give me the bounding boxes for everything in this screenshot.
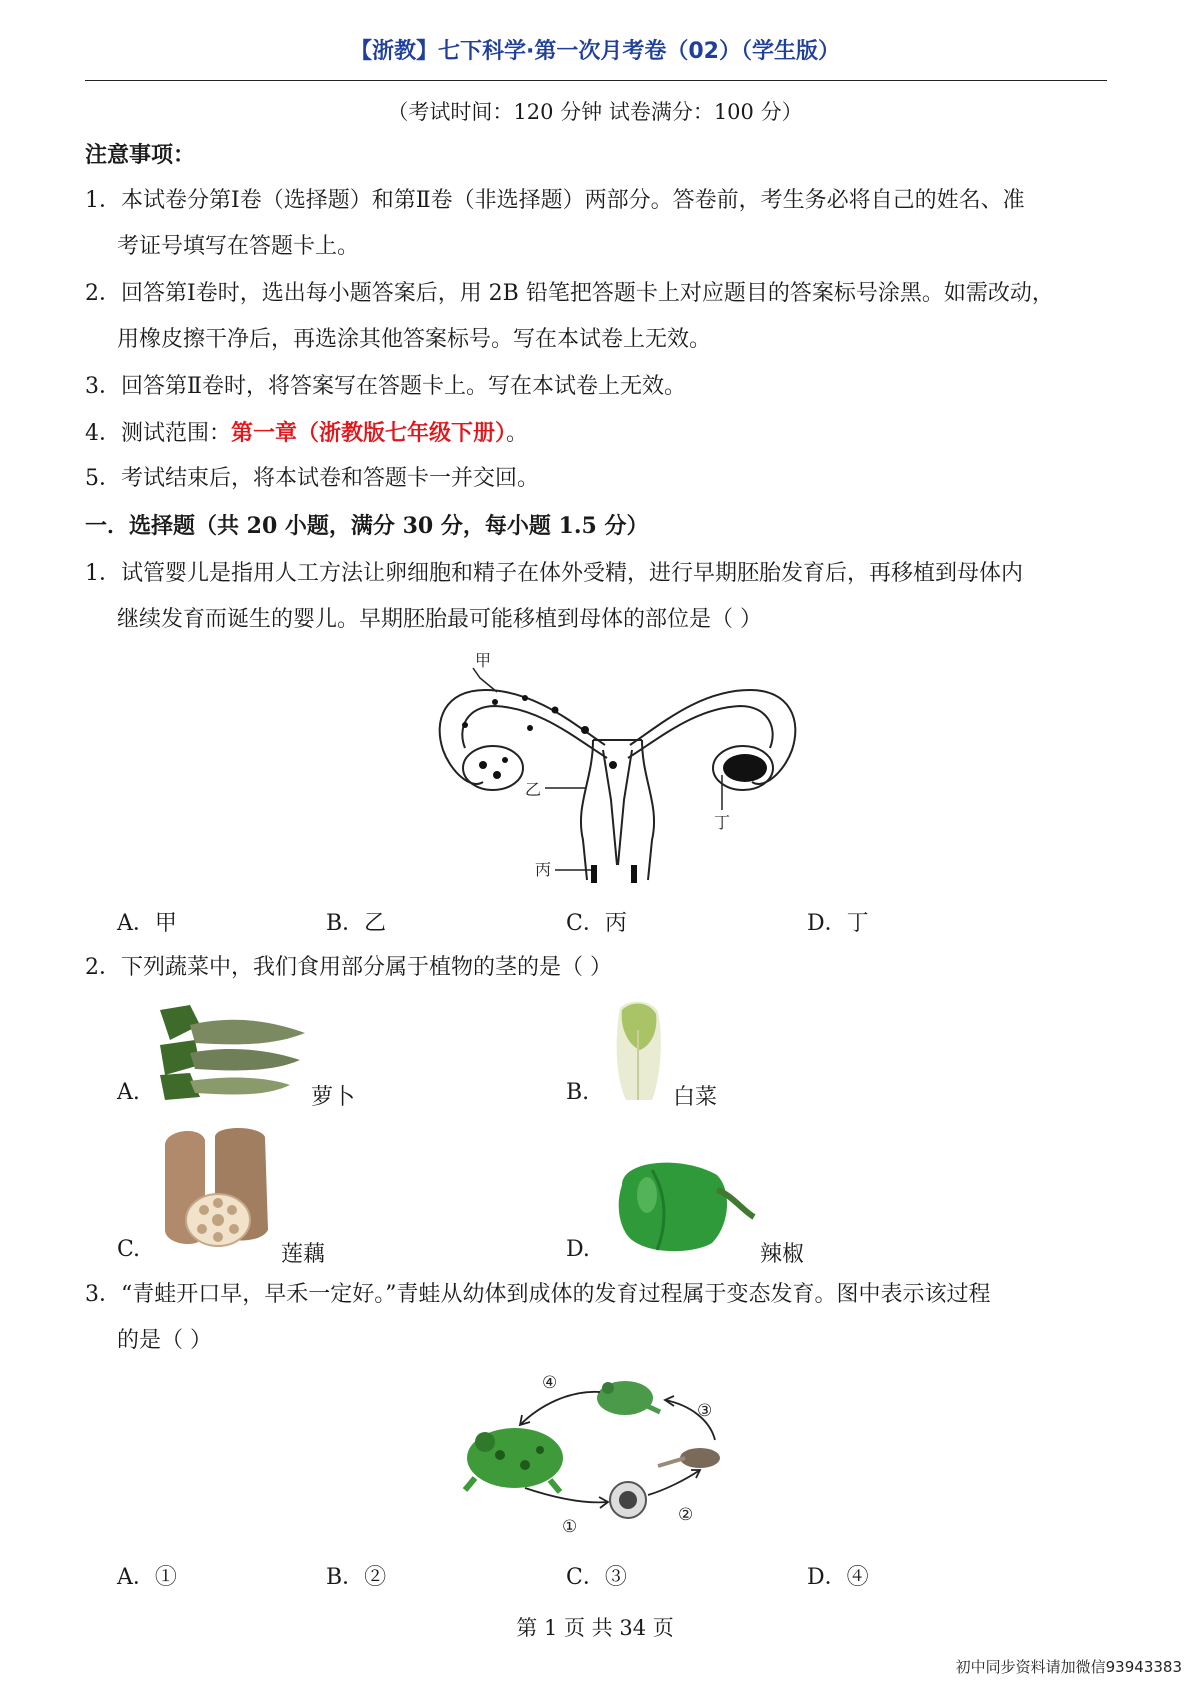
note-2-line1: 2．回答第Ⅰ卷时，选出每小题答案后，用 2B 铅笔把答题卡上对应题目的答案标号涂黑。如需改动， (85, 281, 1054, 306)
label-1: ① (562, 1517, 578, 1537)
adult-frog-image (465, 1428, 563, 1492)
watermark-text: 初中同步资料请加微信93943383 (955, 1658, 1182, 1676)
q2-option-a-name: 萝卜 (311, 1085, 356, 1110)
question-2-line1: 2．下列蔬菜中，我们食用部分属于植物的茎的是（ ） (85, 955, 612, 980)
label-2: ② (678, 1505, 694, 1525)
question-3-line2: 的是（ ） (117, 1328, 212, 1353)
q2-option-d-letter[interactable]: D. (566, 1237, 590, 1262)
cabbage-image (612, 1000, 664, 1105)
q2-option-b-name: 白菜 (673, 1085, 718, 1110)
tadpole-image (658, 1448, 720, 1468)
lotus-root-image (160, 1125, 275, 1250)
page-title: 【浙教】七下科学·第一次月考卷（02）（学生版） (350, 39, 840, 64)
uterus-diagram (425, 650, 810, 890)
q2-option-a-letter[interactable]: A. (117, 1080, 140, 1105)
radish-image (160, 1005, 310, 1100)
label-yi: 乙 (525, 780, 542, 799)
question-1-line1: 1．试管婴儿是指用人工方法让卵细胞和精子在体外受精，进行早期胚胎发育后，再移植到母体内 (85, 561, 1024, 586)
section-heading: 一．选择题（共 20 小题，满分 30 分，每小题 1.5 分） (85, 513, 649, 539)
question-1-line2: 继续发育而诞生的婴儿。早期胚胎最可能移植到母体的部位是（ ） (117, 607, 762, 632)
frog-eggs-image (610, 1482, 646, 1518)
test-scope-highlight: 第一章（浙教版七年级下册） (231, 420, 507, 446)
q3-option-d[interactable]: D．④ (807, 1565, 869, 1590)
q2-option-c-name: 莲藕 (281, 1242, 326, 1267)
question-3-line1: 3．“青蛙开口早，早禾一定好。”青蛙从幼体到成体的发育过程属于变态发育。图中表示该过程 (85, 1282, 991, 1307)
label-ding: 丁 (714, 813, 731, 832)
note-4-suffix: 。 (506, 421, 529, 446)
title-divider (85, 80, 1107, 81)
label-jia: 甲 (475, 651, 492, 670)
q2-option-c-letter[interactable]: C. (117, 1237, 141, 1262)
q3-option-a[interactable]: A．① (117, 1565, 177, 1590)
q1-option-d[interactable]: D．丁 (807, 911, 869, 936)
q1-option-c[interactable]: C．丙 (566, 911, 627, 936)
label-bing: 丙 (535, 860, 552, 879)
note-1-line1: 1．本试卷分第Ⅰ卷（选择题）和第Ⅱ卷（非选择题）两部分。答卷前，考生务必将自己的姓名、准 (85, 188, 1025, 213)
q3-option-b[interactable]: B．② (326, 1565, 387, 1590)
note-2-line2: 用橡皮擦干净后，再选涂其他答案标号。写在本试卷上无效。 (117, 327, 712, 352)
pepper-image (612, 1155, 757, 1255)
q1-option-b[interactable]: B．乙 (326, 911, 387, 936)
note-3: 3．回答第Ⅱ卷时，将答案写在答题卡上。写在本试卷上无效。 (85, 374, 686, 399)
q2-option-b-letter[interactable]: B. (566, 1080, 590, 1105)
q1-option-a[interactable]: A．甲 (117, 911, 177, 936)
note-4-prefix: 4．测试范围： (85, 421, 231, 446)
froglet-image (597, 1381, 660, 1415)
label-4: ④ (542, 1373, 558, 1393)
q3-option-c[interactable]: C．③ (566, 1565, 627, 1590)
note-4 (85, 418, 528, 449)
exam-info: （考试时间：120 分钟 试卷满分：100 分） (387, 100, 803, 124)
note-1-line2: 考证号填写在答题卡上。 (117, 234, 360, 259)
label-3: ③ (697, 1401, 713, 1421)
notes-heading: 注意事项： (85, 142, 196, 168)
frog-lifecycle-diagram (460, 1370, 760, 1540)
note-5: 5．考试结束后，将本试卷和答题卡一并交回。 (85, 466, 539, 491)
q2-option-d-name: 辣椒 (760, 1242, 805, 1267)
page-number: 第 1 页 共 34 页 (516, 1616, 674, 1640)
